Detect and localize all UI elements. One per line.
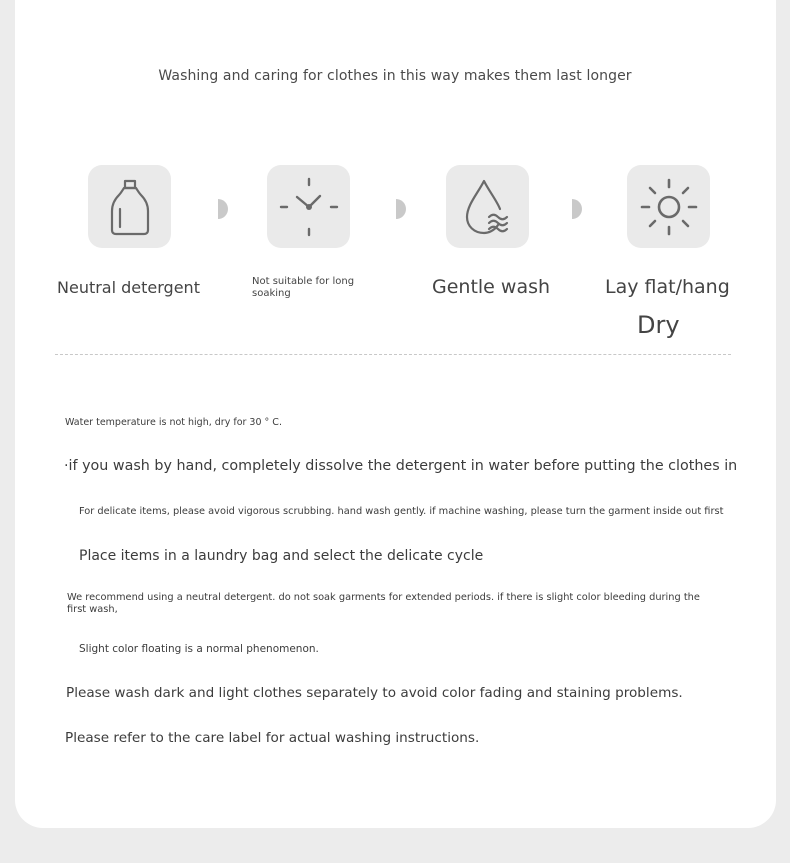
instruction-line: Slight color floating is a normal phenomenon. xyxy=(79,643,319,655)
care-title: Washing and caring for clothes in this way makes them last longer xyxy=(158,68,632,84)
instruction-line: Place items in a laundry bag and select the delicate cycle xyxy=(79,548,484,564)
instruction-line: For delicate items, please avoid vigorous scrubbing. hand wash gently. if machine washing, please turn the garment inside out first xyxy=(79,506,724,517)
step-neutral-detergent xyxy=(88,165,171,248)
step-label-lay-flat-hang: Lay flat/hang xyxy=(605,276,730,298)
step-lay-flat-dry xyxy=(627,165,710,248)
detergent-bottle-icon xyxy=(105,175,155,239)
arrow-right-icon xyxy=(572,199,584,219)
sun-icon xyxy=(639,177,699,237)
instruction-line: We recommend using a neutral detergent. do not soak garments for extended periods. if there is slight color bleeding during the first wash, xyxy=(67,592,700,615)
step-label-dry: Dry xyxy=(637,311,680,339)
arrow-right-icon xyxy=(218,199,230,219)
instruction-line: Please wash dark and light clothes separately to avoid color fading and staining problems. xyxy=(66,685,683,701)
step-gentle-wash xyxy=(446,165,529,248)
step-no-long-soaking xyxy=(267,165,350,248)
instruction-line: Water temperature is not high, dry for 30 ° C. xyxy=(65,417,282,428)
clock-icon xyxy=(277,175,341,239)
arrow-right-icon xyxy=(396,199,408,219)
instruction-line: Please refer to the care label for actual washing instructions. xyxy=(65,730,480,746)
dashed-divider xyxy=(55,354,731,355)
step-label-neutral-detergent: Neutral detergent xyxy=(57,278,200,297)
care-card xyxy=(15,0,776,828)
step-label-gentle-wash: Gentle wash xyxy=(432,276,551,298)
water-drop-icon xyxy=(460,175,516,239)
step-label-no-long-soaking: Not suitable for long soaking xyxy=(252,276,355,299)
instruction-line: ·if you wash by hand, completely dissolve the detergent in water before putting the clothes in xyxy=(64,458,738,474)
